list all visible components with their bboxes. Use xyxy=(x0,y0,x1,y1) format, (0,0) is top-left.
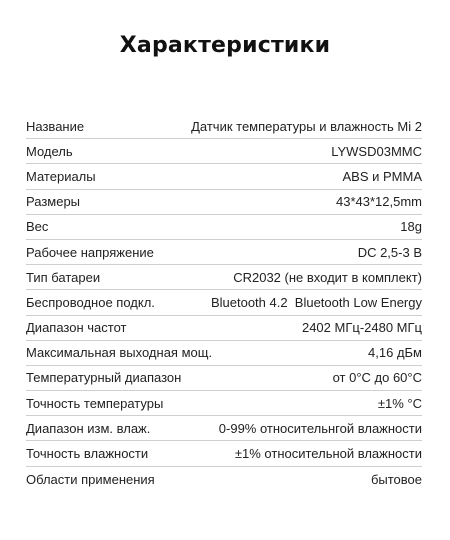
spec-row-output-power xyxy=(26,341,422,366)
spec-label: Рабочее напряжение xyxy=(26,244,154,260)
spec-row-temp-range xyxy=(26,366,422,391)
spec-value: DC 2,5-3 В xyxy=(357,244,422,260)
spec-value: ABS и PMMA xyxy=(342,168,422,184)
spec-label: Материалы xyxy=(26,168,96,184)
spec-value: CR2032 (не входит в комплект) xyxy=(233,269,422,285)
spec-row-humidity-accuracy xyxy=(26,441,422,466)
spec-row-dimensions xyxy=(26,190,422,215)
spec-value: от 0°C до 60°C xyxy=(332,370,422,386)
spec-value: LYWSD03MMC xyxy=(331,143,422,159)
spec-value: 4,16 дБм xyxy=(368,345,422,361)
spec-label: Модель xyxy=(26,143,73,159)
spec-row-humidity-range xyxy=(26,416,422,441)
spec-row-model xyxy=(26,139,422,164)
spec-label: Тип батареи xyxy=(26,269,101,285)
spec-label: Максимальная выходная мощ. xyxy=(26,345,213,361)
spec-value: Bluetooth 4.2 Bluetooth Low Energy xyxy=(210,294,422,310)
spec-row-name xyxy=(26,114,422,139)
spec-label: Диапазон изм. влаж. xyxy=(26,420,151,436)
spec-value: 18g xyxy=(400,219,422,235)
spec-row-battery xyxy=(26,265,422,290)
spec-label: Размеры xyxy=(26,194,81,210)
spec-value: бытовое xyxy=(370,471,422,487)
spec-label: Вес xyxy=(26,219,49,235)
spec-label: Беспроводное подкл. xyxy=(26,294,155,310)
spec-value: Датчик температуры и влажность Mi 2 xyxy=(191,118,422,134)
spec-label: Области применения xyxy=(26,471,155,487)
spec-value: ±1% °C xyxy=(377,395,422,411)
spec-label: Температурный диапазон xyxy=(26,370,182,386)
spec-row-wireless xyxy=(26,290,422,315)
spec-value: 2402 МГц-2480 МГц xyxy=(301,320,422,336)
spec-row-temp-accuracy xyxy=(26,391,422,416)
spec-value: 0-99% относительнгой влажности xyxy=(218,420,422,436)
spec-label: Диапазон частот xyxy=(26,320,127,336)
spec-row-frequency xyxy=(26,316,422,341)
spec-label: Название xyxy=(26,118,85,134)
spec-row-voltage xyxy=(26,240,422,265)
page-title: Характеристики xyxy=(119,33,331,58)
specs-table xyxy=(26,114,422,492)
spec-value: ±1% относительной влажности xyxy=(234,446,422,462)
spec-row-materials xyxy=(26,164,422,189)
spec-row-application xyxy=(26,467,422,492)
spec-label: Точность влажности xyxy=(26,446,149,462)
spec-label: Точность температуры xyxy=(26,395,164,411)
spec-value: 43*43*12,5mm xyxy=(336,194,422,210)
spec-row-weight xyxy=(26,215,422,240)
